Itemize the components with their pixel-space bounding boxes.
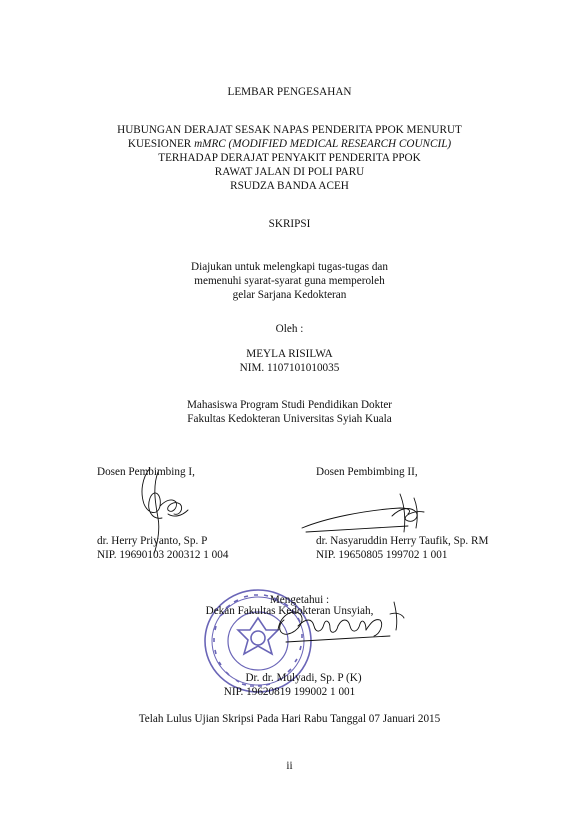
purpose-line-3: gelar Sarjana Kedokteran [232, 289, 347, 301]
approval-nip: NIP. 19620819 199002 1 001 [223, 686, 356, 698]
title-line-2-prefix: KUESIONER [127, 138, 195, 150]
approval-name: Dr. dr. Mulyadi, Sp. P (K) [245, 672, 362, 684]
purpose-line-1: Diajukan untuk melengkapi tugas-tugas dan [191, 261, 388, 273]
exam-statement: Telah Lulus Ujian Skripsi Pada Hari Rabu Tanggal 07 Januari 2015 [138, 713, 441, 725]
title-line-5: RSUDZA BANDA ACEH [230, 180, 349, 192]
affiliation-line-1: Mahasiswa Program Studi Pendidikan Dokter [186, 399, 393, 411]
approval-label: Mengetahui : [269, 594, 330, 606]
approval-position: Dekan Fakultas Kedokteran Unsyiah, [205, 605, 374, 617]
purpose-line-2: memenuhi syarat-syarat guna memperoleh [194, 275, 385, 287]
supervisor-2-signature-icon [296, 488, 446, 540]
title-line-1: HUBUNGAN DERAJAT SESAK NAPAS PENDERITA PPOK MENURUT [117, 124, 462, 136]
title-line-2 [0, 138, 579, 152]
document-type: SKRIPSI [268, 218, 311, 230]
supervisor-2-name: dr. Nasyaruddin Herry Taufik, Sp. RM [316, 535, 489, 547]
supervisor-1-name: dr. Herry Priyanto, Sp. P [97, 535, 208, 547]
by-label: Oleh : [275, 323, 304, 335]
supervisor-1-title: Dosen Pembimbing I, [97, 466, 195, 478]
title-line-4: RAWAT JALAN DI POLI PARU [214, 166, 365, 178]
page-heading: LEMBAR PENGESAHAN [227, 86, 352, 98]
author-name: MEYLA RISILWA [246, 348, 333, 360]
author-nim: NIM. 1107101010035 [239, 362, 340, 374]
affiliation-line-2: Fakultas Kedokteran Universitas Syiah Kuala [187, 413, 392, 425]
page-number: ii [286, 760, 293, 772]
supervisor-1-nip: NIP. 19690103 200312 1 004 [97, 549, 229, 561]
title-line-3: TERHADAP DERAJAT PENYAKIT PENDERITA PPOK [158, 152, 421, 164]
supervisor-2-nip: NIP. 19650805 199702 1 001 [316, 549, 448, 561]
dean-signature-icon [266, 596, 416, 652]
supervisor-2-title: Dosen Pembimbing II, [316, 466, 418, 478]
title-line-2-italic: mMRC (MODIFIED MEDICAL RESEARCH COUNCIL) [194, 138, 452, 150]
